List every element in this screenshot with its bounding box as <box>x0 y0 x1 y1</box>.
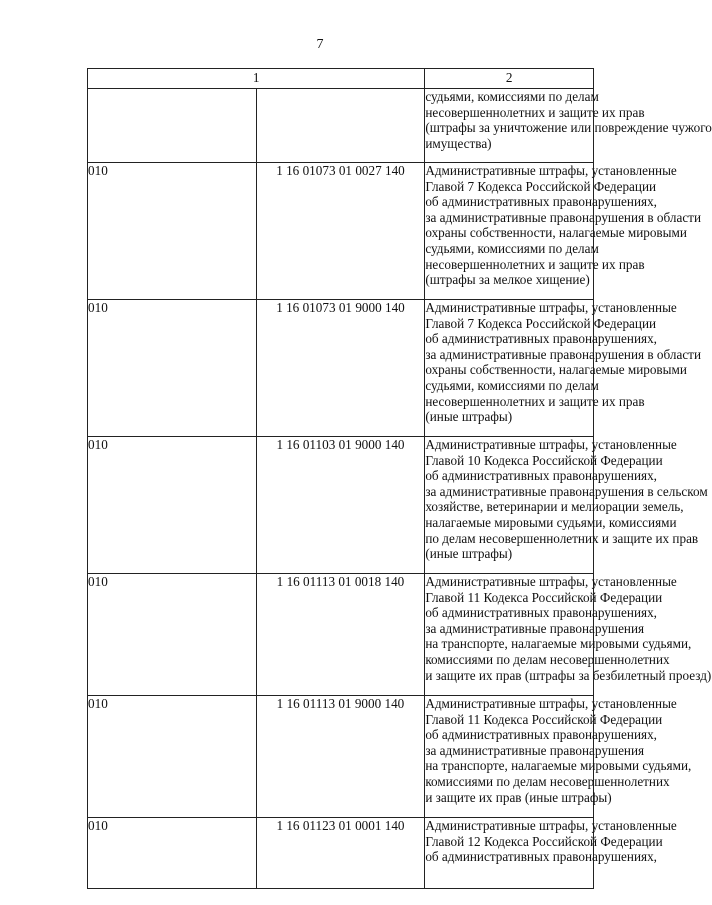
table-row <box>88 437 594 574</box>
description-line: Административные штрафы, установленные <box>425 437 677 452</box>
description-line: об административных правонарушениях, <box>425 605 657 621</box>
description-line: несовершеннолетних и защите их прав <box>425 104 645 120</box>
description-cell <box>425 163 702 300</box>
description-line: охраны собственности, налагаемые мировыми <box>425 225 687 241</box>
description-line: Главой 7 Кодекса Российской Федерации <box>425 178 657 194</box>
description-line: Административные штрафы, установленные <box>425 574 677 589</box>
description-line: на транспорте, налагаемые мировыми судьями, <box>425 758 692 774</box>
description-line: и защите их прав (штрафы за безбилетный проезд) <box>425 667 712 683</box>
admin-code-cell: 010 <box>88 163 257 300</box>
description-line: налагаемые мировыми судьями, комиссиями <box>425 514 677 530</box>
description-line: Главой 10 Кодекса Российской Федерации <box>425 452 663 468</box>
description-line: Административные штрафы, установленные <box>425 163 677 178</box>
description-line: комиссиями по делам несовершеннолетних <box>425 773 670 789</box>
description-cell <box>425 696 692 818</box>
description-line: хозяйстве, ветеринарии и мелиорации земель, <box>425 499 684 515</box>
description-line: за административные правонарушения в области <box>425 346 702 362</box>
header-col-1: 1 <box>88 69 425 89</box>
table-row <box>88 89 594 163</box>
header-col-2: 2 <box>425 69 594 89</box>
fines-table <box>87 68 712 889</box>
description-line: Административные штрафы, установленные <box>425 818 677 833</box>
description-line: об административных правонарушениях, <box>425 194 657 210</box>
description-line: на транспорте, налагаемые мировыми судьями, <box>425 636 692 652</box>
description-line: имущества) <box>425 135 492 151</box>
description-line: судьями, комиссиями по делам <box>425 377 599 393</box>
description-line: об административных правонарушениях, <box>425 468 657 484</box>
admin-code-cell: 010 <box>88 437 257 574</box>
description-line: судьями, комиссиями по делам <box>425 89 599 104</box>
description-line: Административные штрафы, установленные <box>425 300 677 315</box>
table-row <box>88 696 594 818</box>
description-cell <box>425 437 708 574</box>
table-row <box>88 818 594 889</box>
description-line: несовершеннолетних и защите их прав <box>425 256 645 272</box>
budget-code-cell: 1 16 01073 01 9000 140 <box>256 300 425 437</box>
admin-code-cell <box>88 89 257 163</box>
description-line: об административных правонарушениях, <box>425 331 657 347</box>
budget-code-cell <box>256 89 425 163</box>
description-line: Главой 11 Кодекса Российской Федерации <box>425 589 663 605</box>
description-line: (иные штрафы) <box>425 409 513 425</box>
description-line: об административных правонарушениях, <box>425 849 657 865</box>
description-cell <box>425 574 712 696</box>
table-body <box>88 69 712 889</box>
description-line: за административные правонарушения в сельском <box>425 483 708 499</box>
description-line: по делам несовершеннолетних и защите их прав <box>425 530 699 546</box>
admin-code-cell: 010 <box>88 818 257 889</box>
description-line: Главой 7 Кодекса Российской Федерации <box>425 315 657 331</box>
description-line: Главой 11 Кодекса Российской Федерации <box>425 711 663 727</box>
description-line: об административных правонарушениях, <box>425 727 657 743</box>
description-line: (штрафы за мелкое хищение) <box>425 272 590 288</box>
description-line: за административные правонарушения <box>425 742 645 758</box>
description-line: и защите их прав (иные штрафы) <box>425 789 612 805</box>
table-row <box>88 300 594 437</box>
description-cell <box>425 818 677 889</box>
description-line: Главой 12 Кодекса Российской Федерации <box>425 833 663 849</box>
description-line: охраны собственности, налагаемые мировыми <box>425 362 687 378</box>
description-cell <box>425 89 712 163</box>
description-line: за административные правонарушения <box>425 620 645 636</box>
admin-code-cell: 010 <box>88 696 257 818</box>
description-line: за административные правонарушения в области <box>425 209 702 225</box>
page-number: 7 <box>316 37 324 52</box>
admin-code-cell: 010 <box>88 300 257 437</box>
table-row <box>88 163 594 300</box>
description-line: (иные штрафы) <box>425 546 513 562</box>
description-cell <box>425 300 702 437</box>
budget-code-cell: 1 16 01103 01 9000 140 <box>256 437 425 574</box>
description-line: несовершеннолетних и защите их прав <box>425 393 645 409</box>
budget-code-cell: 1 16 01113 01 9000 140 <box>256 696 425 818</box>
table-header-row <box>88 69 594 89</box>
description-line: Административные штрафы, установленные <box>425 696 677 711</box>
budget-code-cell: 1 16 01073 01 0027 140 <box>256 163 425 300</box>
description-line: судьями, комиссиями по делам <box>425 240 599 256</box>
table-row <box>88 574 594 696</box>
budget-code-cell: 1 16 01123 01 0001 140 <box>256 818 425 889</box>
admin-code-cell: 010 <box>88 574 257 696</box>
description-line: комиссиями по делам несовершеннолетних <box>425 651 670 667</box>
description-line: (штрафы за уничтожение или повреждение чужого <box>425 120 712 136</box>
budget-code-cell: 1 16 01113 01 0018 140 <box>256 574 425 696</box>
